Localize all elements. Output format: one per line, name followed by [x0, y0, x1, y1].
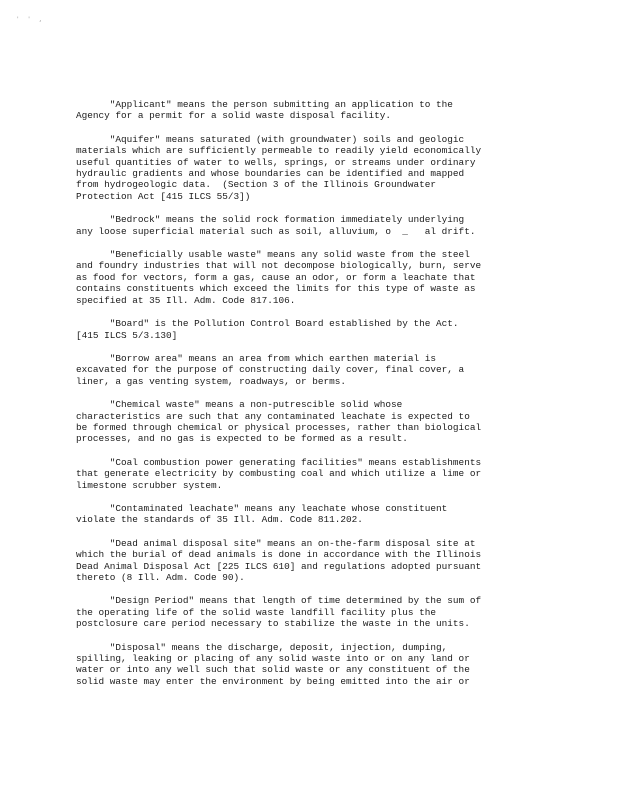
definition-paragraph [76, 503, 544, 526]
definition-line: "Borrow area" means an area from which earthen material is [76, 352, 437, 364]
definition-line: "Contaminated leachate" means any leachate whose constituent [76, 502, 448, 514]
definition-line: solid waste may enter the environment by being emitted into the air or [76, 675, 470, 687]
definition-line: "Coal combustion power generating facilities" means establishments [76, 456, 482, 468]
definition-line: "Design Period" means that length of time determined by the sum of [76, 595, 482, 607]
definition-line: which the burial of dead animals is done in accordance with the Illinois [76, 549, 482, 561]
definition-line: contains constituents which exceed the limits for this type of waste as [76, 283, 476, 295]
definition-line: "Disposal" means the discharge, deposit, injection, dumping, [76, 641, 448, 653]
definition-line: be formed through chemical or physical processes, rather than biological [76, 421, 482, 433]
definition-line: thereto (8 Ill. Adm. Code 90). [76, 572, 245, 583]
definition-line: "Beneficially usable waste" means any solid waste from the steel [76, 249, 470, 261]
definitions-list [76, 99, 544, 699]
definition-line: "Applicant" means the person submitting an application to the [76, 99, 453, 110]
definition-paragraph [76, 353, 544, 387]
definition-line: excavated for the purpose of constructing daily cover, final cover, a [76, 364, 465, 376]
definition-line: the operating life of the solid waste landfill facility plus the [76, 606, 437, 618]
definition-paragraph [76, 318, 544, 341]
definition-line: materials which are sufficiently permeable to readily yield economically [76, 145, 482, 157]
definition-paragraph [76, 99, 544, 122]
definition-line: violate the standards of 35 Ill. Adm. Code 811.202. [76, 514, 363, 526]
definition-line: Protection Act [415 ILCS 55/3]) [76, 190, 251, 202]
definition-line: [415 ILCS 5/3.130] [76, 329, 178, 341]
definition-line: characteristics are such that any contaminated leachate is expected to [76, 410, 470, 422]
definition-line: from hydrogeologic data. (Section 3 of the Illinois Groundwater [76, 179, 437, 191]
definition-line: that generate electricity by combusting coal and which utilize a lime or [76, 468, 482, 480]
definition-paragraph [76, 538, 544, 584]
definition-line: any loose superficial material such as soil, alluvium, o _ al drift. [76, 225, 476, 237]
definition-line: liner, a gas venting system, roadways, or berms. [76, 375, 347, 387]
definition-line: "Aquifer" means saturated (with groundwater) soils and geologic [76, 133, 465, 145]
definition-line: hydraulic gradients and whose boundaries can be identified and mapped [76, 168, 465, 180]
definition-paragraph [76, 134, 544, 202]
definition-line: processes, and no gas is expected to be formed as a result. [76, 433, 408, 445]
definition-line: spilling, leaking or placing of any solid waste into or on any land or [76, 653, 470, 665]
definition-line: water or into any well such that solid waste or any constituent of the [76, 664, 470, 676]
definition-line: Agency for a permit for a solid waste disposal facility. [76, 110, 392, 122]
definition-paragraph [76, 457, 544, 491]
definition-paragraph [76, 214, 544, 237]
definition-line: as food for vectors, form a gas, cause an odor, or form a leachate that [76, 271, 476, 283]
definition-line: specified at 35 Ill. Adm. Code 817.106. [76, 294, 296, 306]
definition-line: Dead Animal Disposal Act [225 ILCS 610] and regulations adopted pursuant [76, 560, 482, 572]
definition-line: postclosure care period necessary to stabilize the waste in the units. [76, 618, 470, 630]
definition-line: "Chemical waste" means a non-putrescible solid whose [76, 399, 403, 411]
definition-line: "Dead animal disposal site" means an on-the-farm disposal site at [76, 537, 476, 549]
definition-line: and foundry industries that will not decompose biologically, burn, serve [76, 260, 482, 272]
definition-line: limestone scrubber system. [76, 479, 223, 491]
definition-paragraph [76, 595, 544, 629]
scan-artifact-mark: ' ' , [16, 16, 45, 23]
definition-paragraph [76, 249, 544, 306]
definition-paragraph [76, 399, 544, 445]
definition-line: useful quantities of water to wells, springs, or streams under ordinary [76, 156, 476, 168]
definition-paragraph [76, 642, 544, 688]
definition-line: "Board" is the Pollution Control Board established by the Act. [76, 318, 459, 330]
definition-line: "Bedrock" means the solid rock formation immediately underlying [76, 214, 465, 226]
